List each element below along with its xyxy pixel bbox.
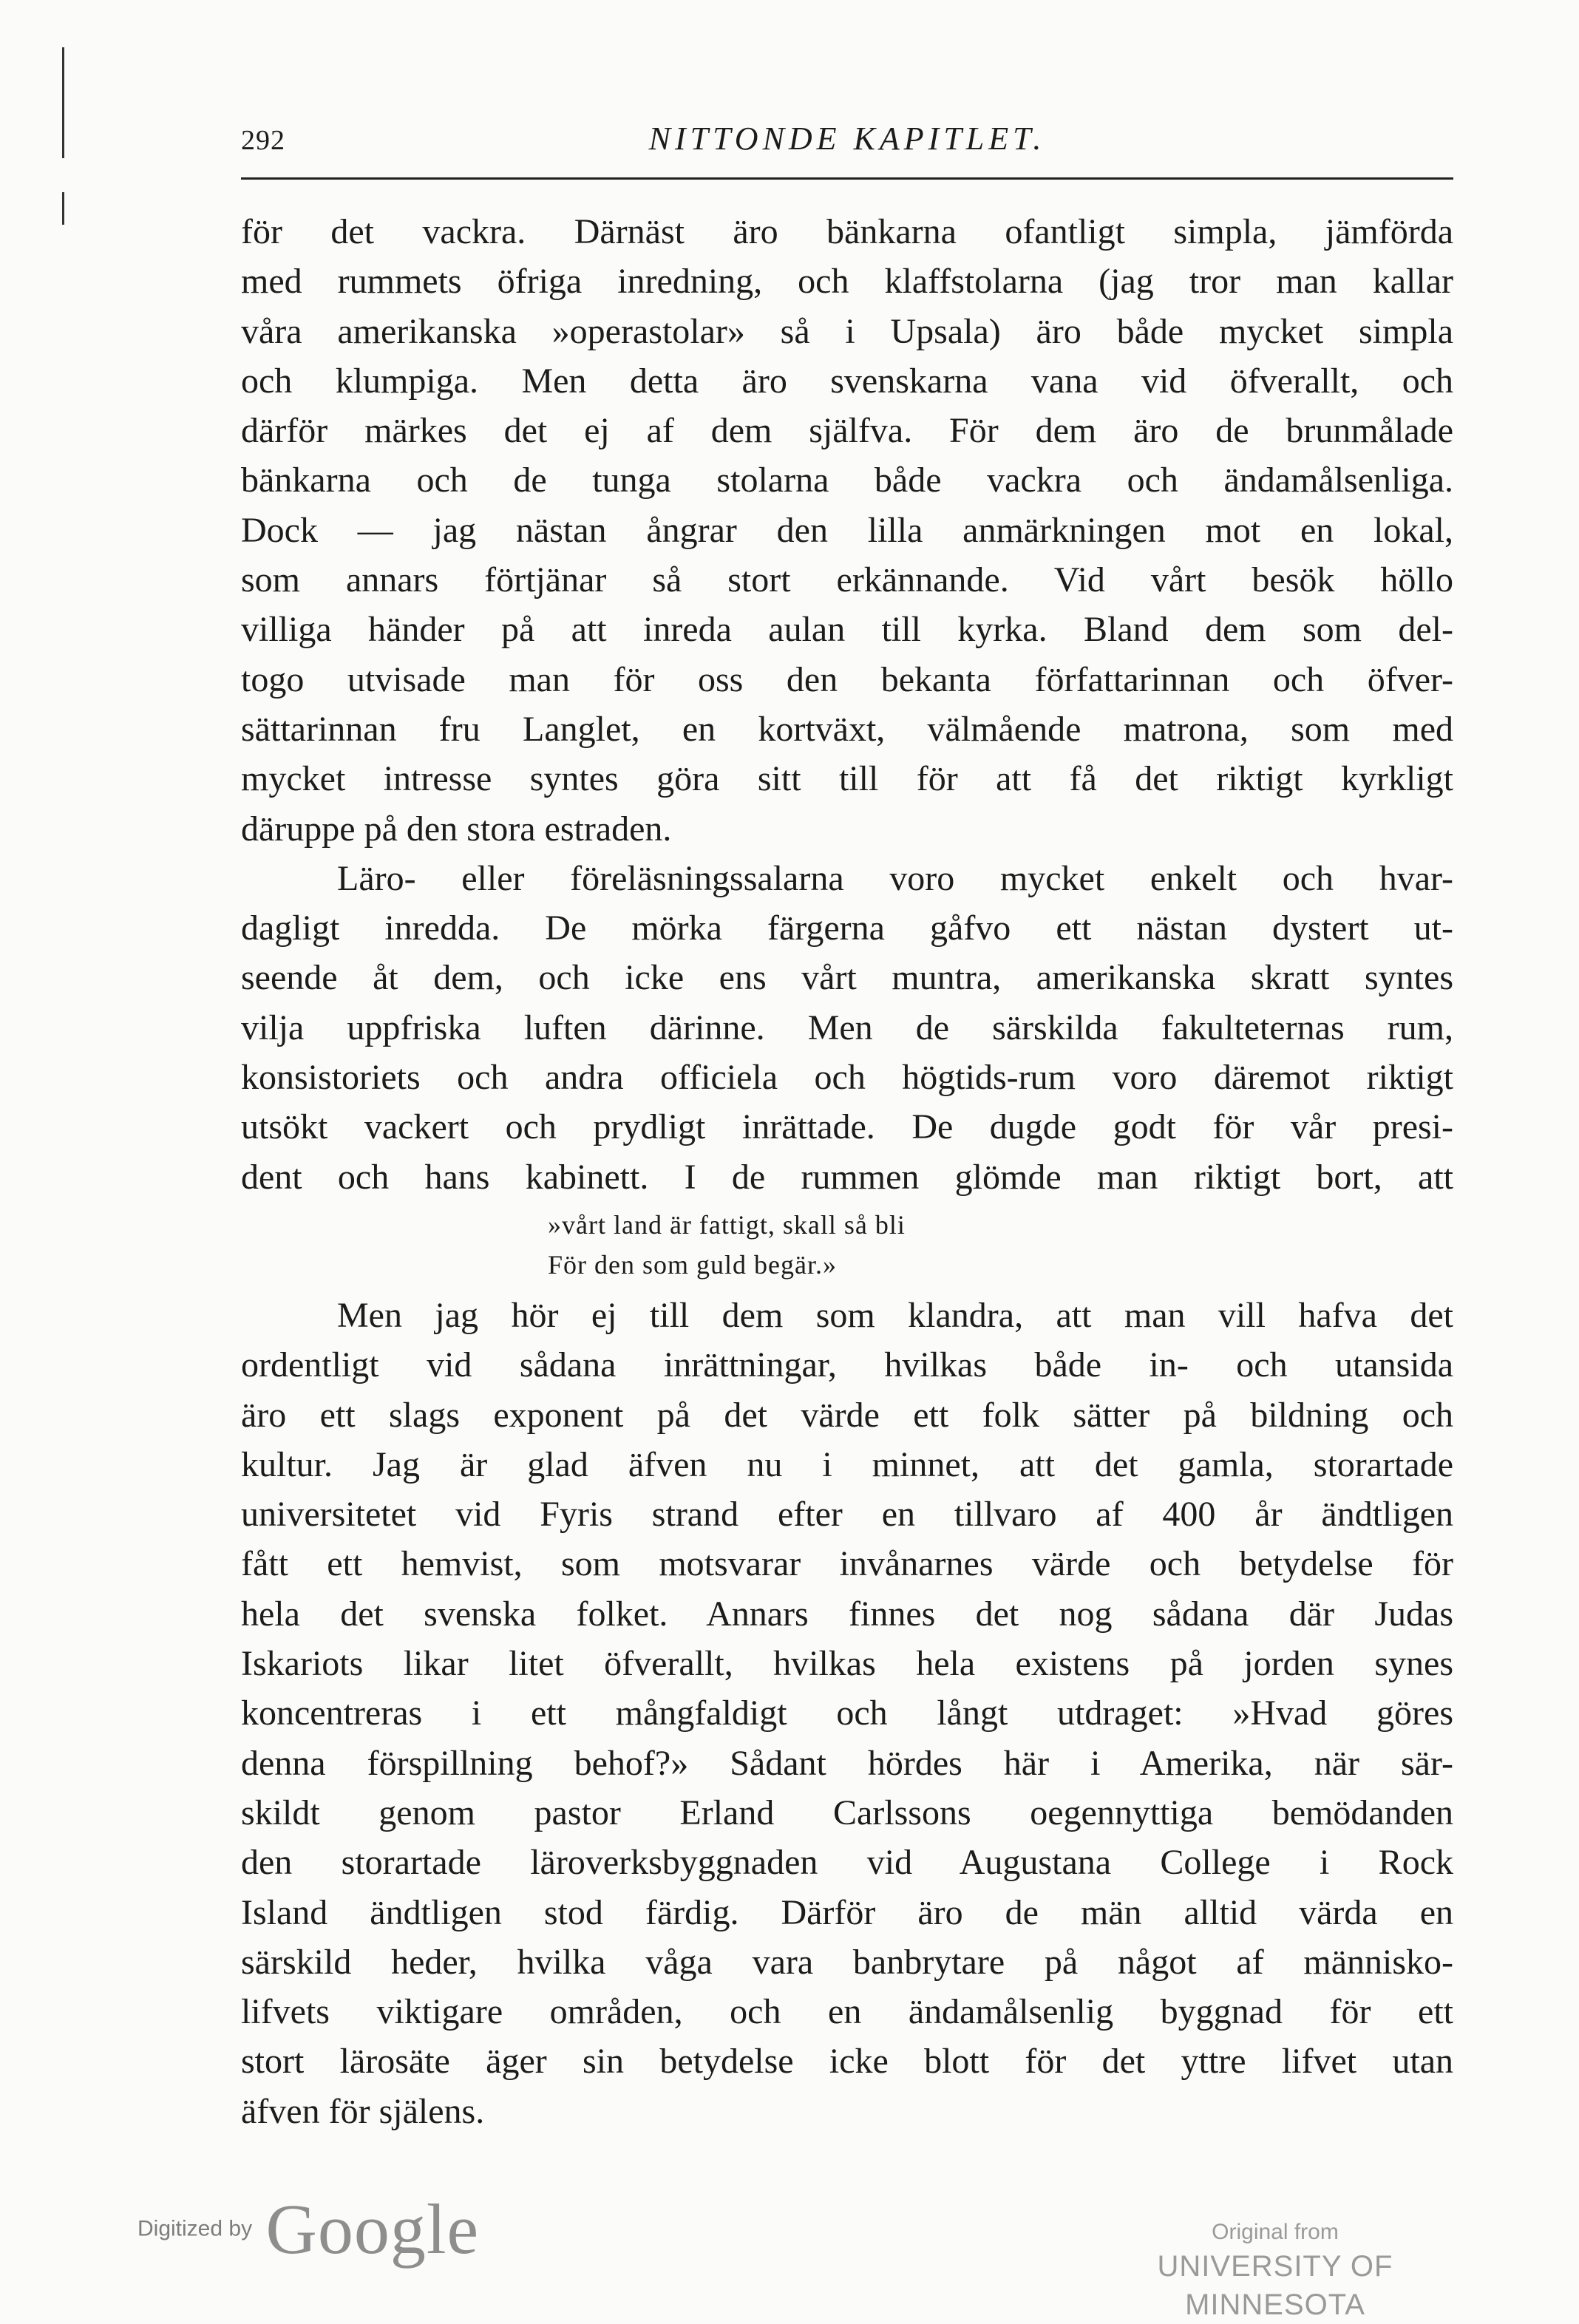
digitized-label: Digitized by [137, 2216, 253, 2241]
text-line: Island ändtligen stod färdig. Därför äro de män alltid värda en [241, 1892, 1453, 1932]
verse-line: »vårt land är fattigt, skall så bli [548, 1209, 906, 1240]
digitized-by-watermark [137, 2188, 479, 2270]
text-line: Men jag hör ej till dem som klandra, att man vill hafva det [337, 1295, 1453, 1335]
text-line: lifvets viktigare områden, och en ändamålsenlig byggnad för ett [241, 1992, 1453, 2032]
paragraph [241, 1291, 1453, 2136]
text-line: skildt genom pastor Erland Carlssons oegennyttiga bemödanden [241, 1793, 1453, 1832]
verse-quote [241, 1202, 1453, 1291]
text-line: våra amerikanska »operastolar» så i Upsala) äro både mycket simpla [241, 311, 1453, 351]
text-line: Iskariots likar litet öfverallt, hvilkas hela existens på jorden synes [241, 1644, 1453, 1684]
text-line: med rummets öfriga inredning, och klaffstolarna (jag tror man kallar [241, 262, 1453, 302]
text-line: stort lärosäte äger sin betydelse icke blott för det yttre lifvet utan [241, 2042, 1453, 2082]
text-line: för det vackra. Därnäst äro bänkarna ofantligt simpla, jämförda [241, 212, 1453, 251]
text-line: koncentreras i ett mångfaldigt och långt utdraget: »Hvad göres [241, 1693, 1453, 1733]
text-line: dagligt inredda. De mörka färgerna gåfvo ett nästan dystert ut- [241, 908, 1453, 948]
text-line: utsökt vackert och prydligt inrättade. De dugde godt för vår presi- [241, 1107, 1453, 1147]
text-line: kultur. Jag är glad äfven nu i minnet, att det gamla, storartade [241, 1444, 1453, 1484]
page-header [241, 120, 1453, 164]
text-line: Dock — jag nästan ångrar den lilla anmärkningen mot en lokal, [241, 510, 1453, 550]
verse-line: För den som guld begär.» [548, 1249, 837, 1280]
text-line: som annars förtjänar så stort erkännande. Vid vårt besök höllo [241, 560, 1453, 600]
running-head: NITTONDE KAPITLET. [648, 120, 1046, 157]
library-name: UNIVERSITY OF MINNESOTA [1157, 2250, 1393, 2321]
text-line: togo utvisade man för oss den bekanta författarinnan och öfver- [241, 659, 1453, 699]
text-line: bänkarna och de tunga stolarna både vackra och ändamålsenliga. [241, 461, 1453, 500]
text-line: dent och hans kabinett. I de rummen glömde man riktigt bort, att [241, 1157, 1453, 1197]
text-line: däruppe på den stora estraden. [241, 809, 672, 849]
source-library-watermark [1064, 2218, 1486, 2324]
text-line: fått ett hemvist, som motsvarar invånarnes värde och betydelse för [241, 1544, 1453, 1584]
text-line: därför märkes det ej af dem själfva. För dem äro de brunmålade [241, 411, 1453, 451]
text-line: villiga händer på att inreda aulan till kyrka. Bland dem som del- [241, 610, 1453, 650]
page-number: 292 [241, 125, 285, 156]
scan-margin-mark [62, 192, 64, 225]
text-line: hela det svenska folket. Annars finnes det nog sådana där Judas [241, 1594, 1453, 1634]
text-line: seende åt dem, och icke ens vårt muntra, amerikanska skratt syntes [241, 958, 1453, 998]
text-line: äfven för själens. [241, 2091, 485, 2131]
text-line: sättarinnan fru Langlet, en kortväxt, välmående matrona, som med [241, 709, 1453, 749]
page-body [241, 207, 1453, 2136]
scan-margin-mark [62, 47, 64, 158]
text-line: ordentligt vid sådana inrättningar, hvilkas både in- och utansida [241, 1345, 1453, 1385]
text-line: mycket intresse syntes göra sitt till för att få det riktigt kyrkligt [241, 759, 1453, 799]
text-line: särskild heder, hvilka våga vara banbrytare på något af människo- [241, 1942, 1453, 1982]
text-line: vilja uppfriska luften därinne. Men de särskilda fakulteternas rum, [241, 1008, 1453, 1047]
text-line: och klumpiga. Men detta äro svenskarna vana vid öfverallt, och [241, 361, 1453, 401]
paragraph [241, 207, 1453, 854]
original-from-label: Original from [1212, 2220, 1339, 2244]
text-line: konsistoriets och andra officiela och högtids-rum voro däremot riktigt [241, 1058, 1453, 1098]
paragraph [241, 854, 1453, 1202]
google-logo: Google [265, 2189, 480, 2269]
text-line: Läro- eller föreläsningssalarna voro mycket enkelt och hvar- [337, 858, 1453, 898]
header-rule [241, 177, 1453, 180]
text-line: äro ett slags exponent på det värde ett folk sätter på bildning och [241, 1395, 1453, 1435]
text-line: denna förspillning behof?» Sådant hördes här i Amerika, när sär- [241, 1743, 1453, 1783]
text-line: den storartade läroverksbyggnaden vid Augustana College i Rock [241, 1843, 1453, 1883]
text-line: universitetet vid Fyris strand efter en tillvaro af 400 år ändtligen [241, 1495, 1453, 1535]
